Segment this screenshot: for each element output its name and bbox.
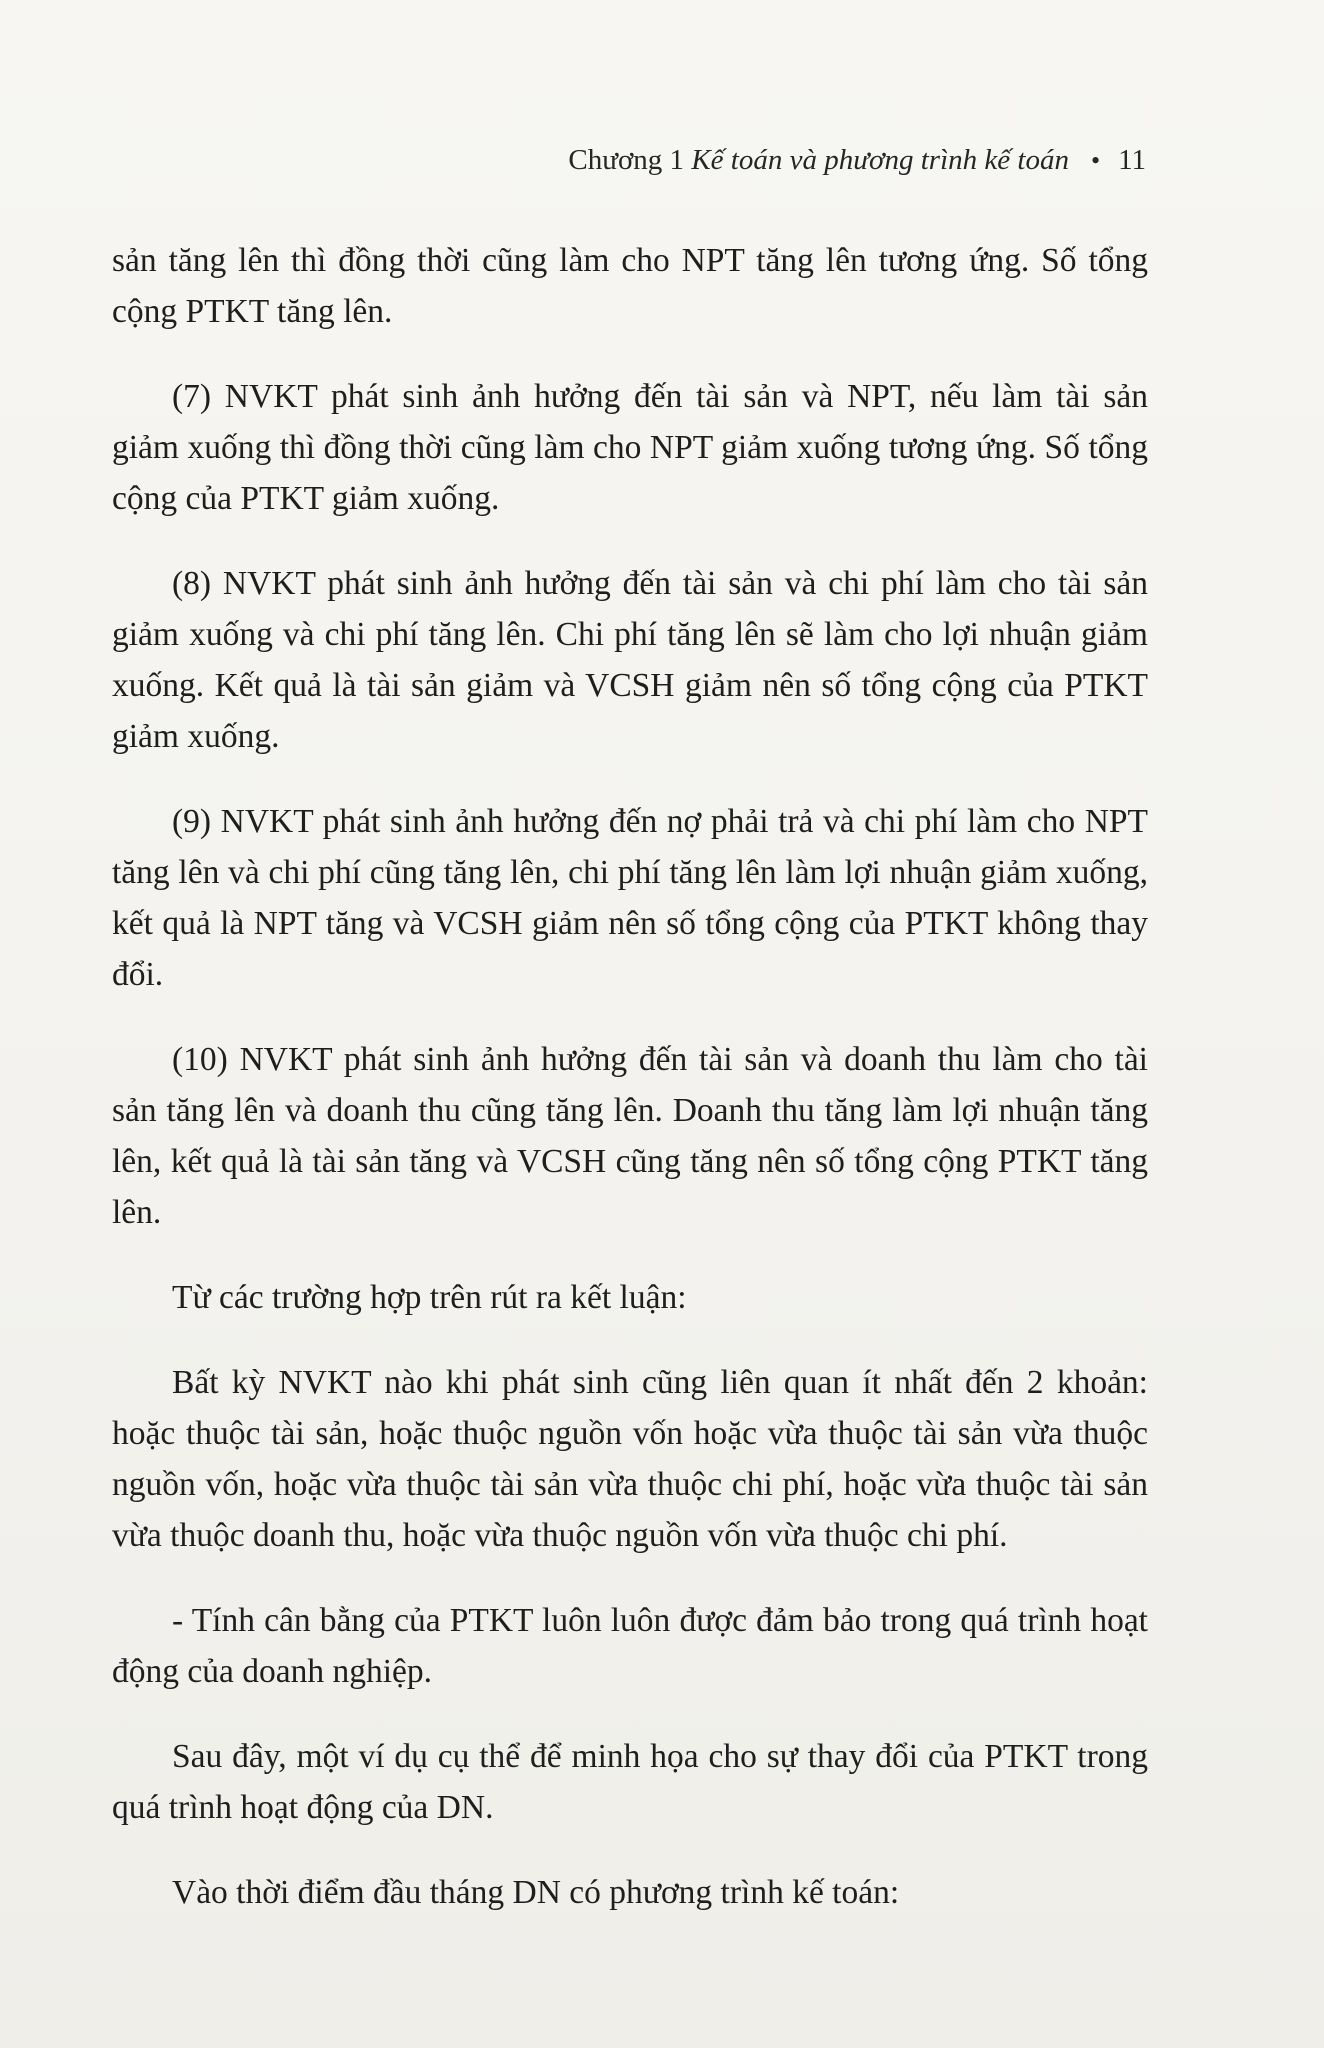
chapter-title: Kế toán và phương trình kế toán bbox=[691, 144, 1069, 176]
paragraph-case-7: (7) NVKT phát sinh ảnh hưởng đến tài sản và NPT, nếu làm tài sản giảm xuống thì đồng thời cũng làm cho NPT giảm xuống tương ứng. Số tổng cộng của PTKT giảm xuống. bbox=[112, 378, 1148, 517]
header-bullet: • bbox=[1090, 146, 1101, 175]
paragraph-balance-note: - Tính cân bằng của PTKT luôn luôn được đảm bảo trong quá trình hoạt động của doanh nghiệp. bbox=[112, 1602, 1148, 1690]
chapter-label: Chương 1 bbox=[568, 144, 685, 176]
running-header bbox=[0, 140, 1146, 181]
paragraph-continuation: sản tăng lên thì đồng thời cũng làm cho NPT tăng lên tương ứng. Số tổng cộng PTKT tăng lên. bbox=[112, 242, 1148, 330]
paragraph-case-8: (8) NVKT phát sinh ảnh hưởng đến tài sản và chi phí làm cho tài sản giảm xuống và chi phí tăng lên. Chi phí tăng lên sẽ làm cho lợi nhuận giảm xuống. Kết quả là tài sản giảm và VCSH giảm nên số tổng cộng của PTKT giảm xuống. bbox=[112, 565, 1148, 755]
page-body bbox=[112, 235, 1148, 1952]
paragraph-equation-intro: Vào thời điểm đầu tháng DN có phương trình kế toán: bbox=[172, 1874, 900, 1911]
paragraph-case-9: (9) NVKT phát sinh ảnh hưởng đến nợ phải trả và chi phí làm cho NPT tăng lên và chi phí cũng tăng lên, chi phí tăng lên làm lợi nhuận giảm xuống, kết quả là NPT tăng và VCSH giảm nên số tổng cộng của PTKT không thay đổi. bbox=[112, 803, 1148, 993]
paragraph-case-10: (10) NVKT phát sinh ảnh hưởng đến tài sản và doanh thu làm cho tài sản tăng lên và doanh thu cũng tăng lên. Doanh thu tăng làm lợi nhuận tăng lên, kết quả là tài sản tăng và VCSH cũng tăng nên số tổng cộng PTKT tăng lên. bbox=[112, 1041, 1148, 1231]
paragraph-conclusion-intro: Từ các trường hợp trên rút ra kết luận: bbox=[172, 1279, 687, 1316]
page-number: 11 bbox=[1118, 144, 1146, 176]
paragraph-conclusion-rule: Bất kỳ NVKT nào khi phát sinh cũng liên quan ít nhất đến 2 khoản: hoặc thuộc tài sản, hoặc thuộc nguồn vốn hoặc vừa thuộc tài sản vừa thuộc nguồn vốn, hoặc vừa thuộc tài sản vừa thuộc chi phí, hoặc vừa thuộc tài sản vừa thuộc doanh thu, hoặc vừa thuộc nguồn vốn vừa thuộc chi phí. bbox=[112, 1364, 1148, 1554]
paragraph-example-intro: Sau đây, một ví dụ cụ thể để minh họa cho sự thay đổi của PTKT trong quá trình hoạt động của DN. bbox=[112, 1738, 1148, 1826]
